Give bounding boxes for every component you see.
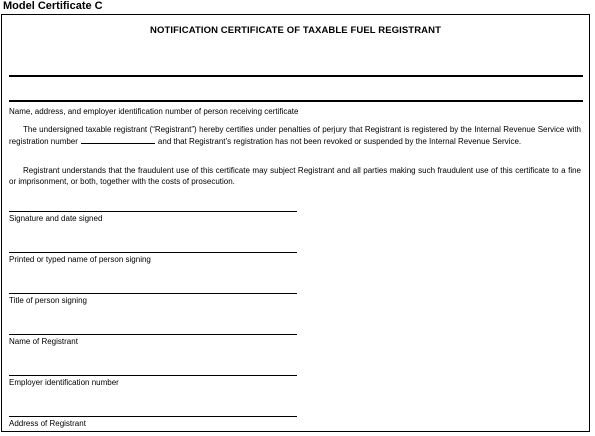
signer-title-label: Title of person signing — [9, 296, 87, 305]
registrant-name-label: Name of Registrant — [9, 337, 78, 346]
signer-title-line[interactable] — [9, 293, 297, 294]
printed-name-line[interactable] — [9, 252, 297, 253]
certification-paragraph — [9, 125, 581, 147]
form-title: NOTIFICATION CERTIFICATE OF TAXABLE FUEL REGISTRANT — [150, 25, 441, 36]
certification-text-part1: The undersigned taxable registrant (“Registrant”) hereby certifies under penalties of perjury that Registrant is registered by the Internal Revenue Service with registration number — [9, 125, 581, 146]
recipient-line-2[interactable] — [9, 100, 583, 102]
signature-date-line[interactable] — [9, 211, 297, 212]
recipient-line-1[interactable] — [9, 75, 583, 77]
registrant-address-label: Address of Registrant — [9, 419, 86, 428]
fraud-warning-paragraph: Registrant understands that the fraudulent use of this certificate may subject Registrant and all parties making such fraudulent use of this certificate to a fine or imprisonment, or both, together with the costs of prosecution. — [9, 166, 581, 186]
ein-line[interactable] — [9, 375, 297, 376]
recipient-label: Name, address, and employer identification number of person receiving certificate — [9, 107, 299, 116]
signature-date-label: Signature and date signed — [9, 214, 103, 223]
printed-name-label: Printed or typed name of person signing — [9, 255, 151, 264]
registrant-address-line[interactable] — [9, 416, 297, 417]
registrant-name-line[interactable] — [9, 334, 297, 335]
certificate-form — [1, 14, 590, 432]
certification-text-part2: and that Registrant’s registration has not been revoked or suspended by the Internal Revenue Service. — [157, 136, 522, 146]
page-heading: Model Certificate C — [3, 0, 103, 12]
ein-label: Employer identification number — [9, 378, 119, 387]
registration-number-blank[interactable] — [81, 136, 155, 144]
